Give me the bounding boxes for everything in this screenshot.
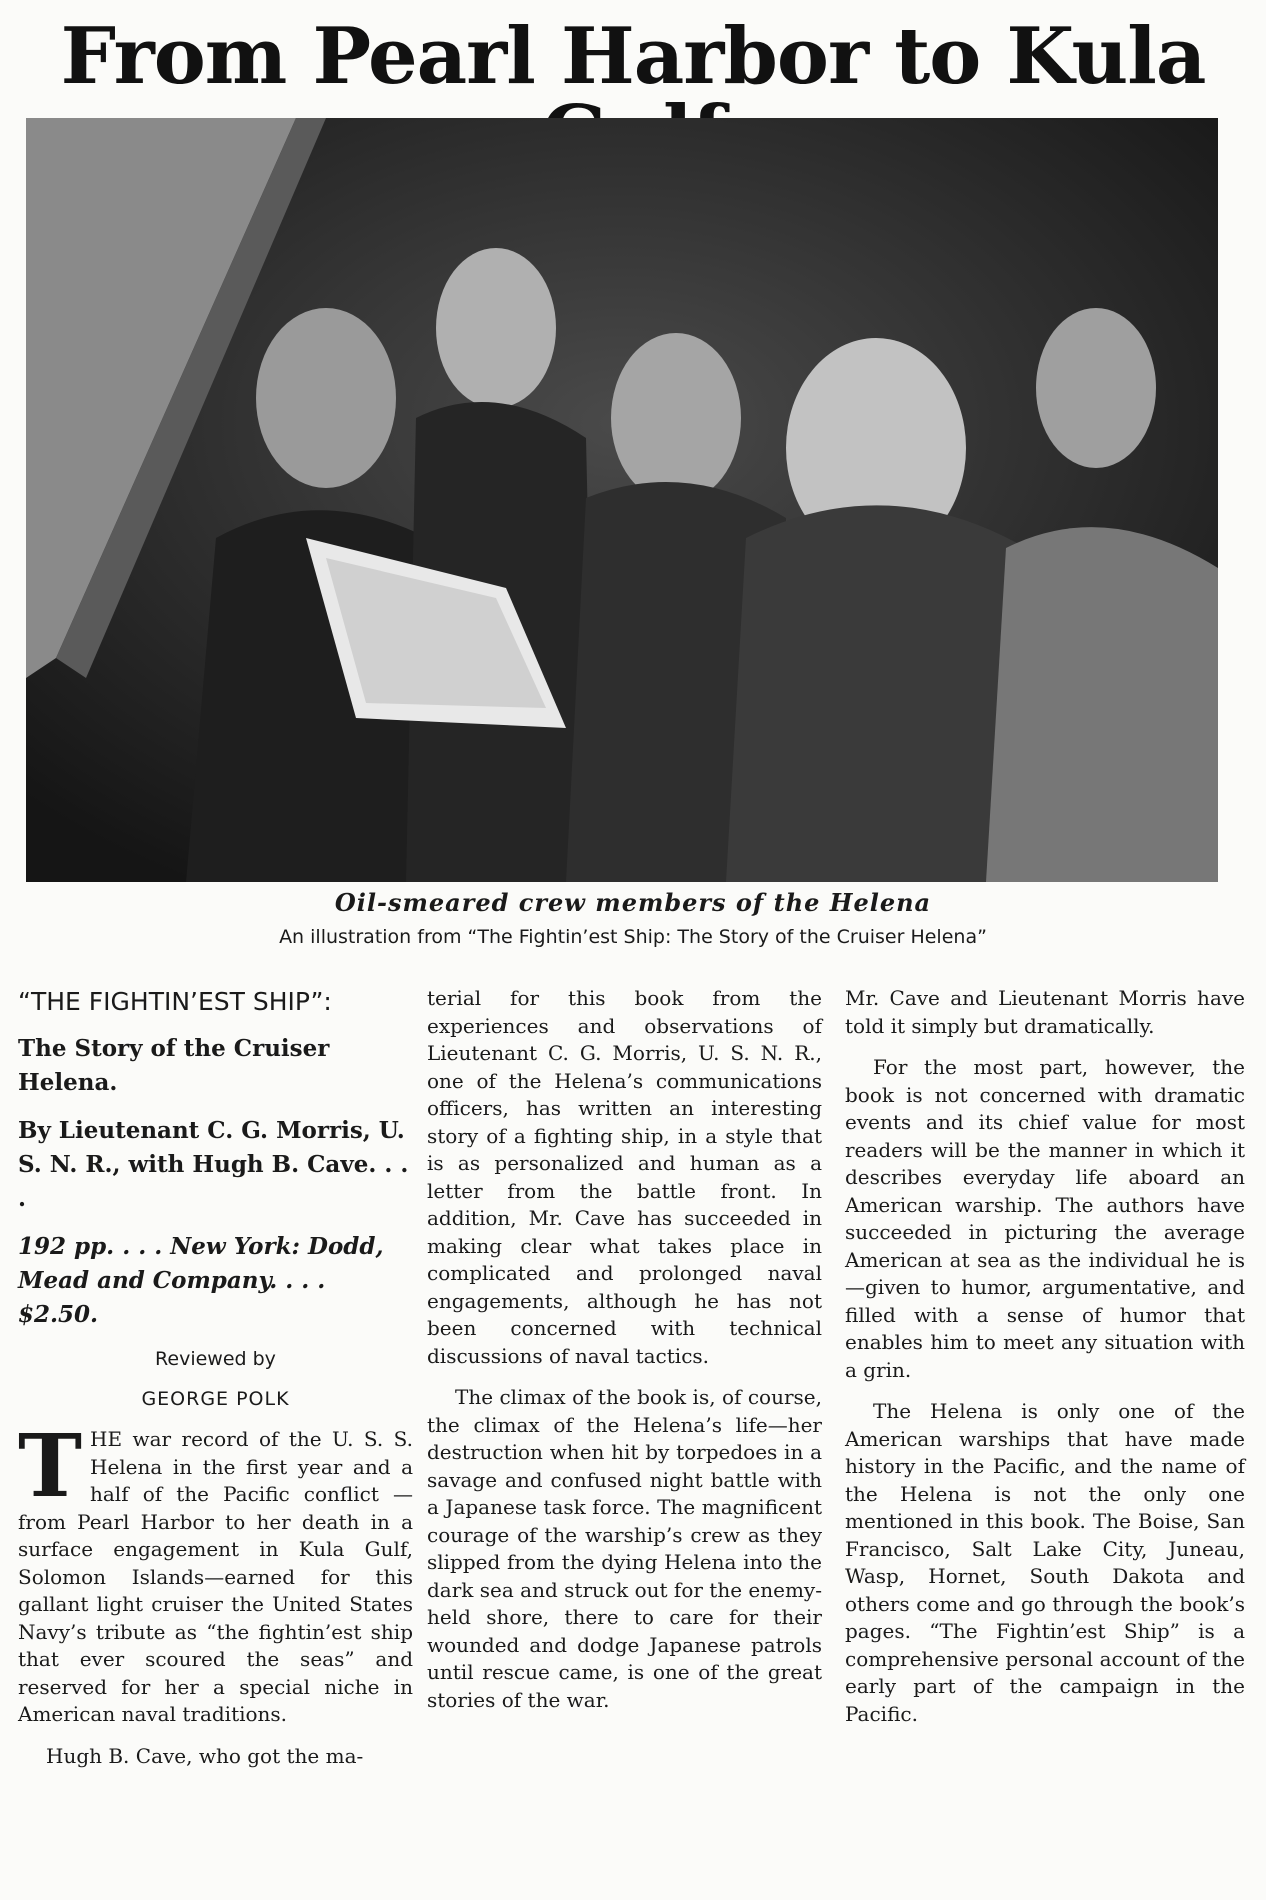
article-paragraph-3: The climax of the book is, of course, the climax of the Helena’s life—her destruction when hit by torpedoes in a savage and confused night battle with a Japanese task force. The magnificent courage of the warship’s crew as they slipped from the dying Helena into the dark sea and struck out for the enemy-held shore, there to care for their wounded and dodge Japanese patrols until rescue came, is one of the great stories of the war. xyxy=(427,1385,822,1712)
headline: From Pearl Harbor to Kula xyxy=(60,11,1206,102)
book-authors: By Lieutenant C. G. Morris, U. S. N. R., with Hugh B. Cave. . . . xyxy=(18,1117,409,1212)
crew-photo xyxy=(26,118,1218,882)
article-paragraph-1 xyxy=(18,1416,413,1729)
book-subtitle: The Story of the Cruiser Helena. xyxy=(18,1035,330,1096)
article-paragraph-4: Mr. Cave and Lieutenant Morris have told it simply but dramatically. xyxy=(845,986,1245,1038)
article-paragraph-2-start: Hugh B. Cave, who got the ma- xyxy=(46,1743,364,1768)
drop-cap: T xyxy=(18,1416,82,1517)
article-paragraph-6: The Helena is only one of the American warships that have made history in the Pacific, and the name of the Helena is not the only one mentioned in this book. The Boise, San Francisco, Salt Lake City, Juneau, Wasp, Hornet, South Dakota and others come and go through the book’s pages. “The Fightin’est Ship” is a comprehensive personal account of the early part of the campaign in the Pacific. xyxy=(845,1399,1245,1726)
article-paragraph-5: For the most part, however, the book is not concerned with dramatic events and its chief value for most readers will be the manner in which it describes everyday life aboard an American warship. The authors have succeeded in picturing the average American at sea as the individual he is—given to humor, argumentative, and filled with a sense of humor that enables him to meet any situation with a grin. xyxy=(845,1055,1245,1382)
photo-credit: An illustration from “The Fightin’est Ship: The Story of the Cruiser Helena” xyxy=(279,926,987,948)
reviewer-name: GEORGE POLK xyxy=(141,1388,290,1410)
book-publication: 192 pp. . . . New York: Dodd, Mead and Company. . . . $2.50. xyxy=(18,1233,384,1328)
column-1 xyxy=(18,985,413,1784)
column-2 xyxy=(427,985,822,1728)
article-paragraph-1-text: HE war record of the U. S. S. Helena in the first year and a half of the Pacific conflict — from Pearl Harbor to her death in a surface engagement in Kula Gulf, Solomon Islands—earned for this gallant light cruiser the United States Navy’s tribute as “the fightin’est ship that ever scoured the seas” and reserved for her a special niche in American naval traditions. xyxy=(18,1427,413,1726)
book-title: “THE FIGHTIN’EST SHIP”: xyxy=(18,987,332,1016)
column-3 xyxy=(845,985,1245,1742)
photo-caption: Oil-smeared crew members of the Helena xyxy=(334,888,932,917)
article-paragraph-2-cont: terial for this book from the experiences and observations of Lieutenant C. G. Morris, U. S. N. R., one of the Helena’s communications officers, has written an interesting story of a fighting ship, in a style that is as personalized and human as a letter from the battle front. In addition, Mr. Cave has succeeded in making clear what takes place in complicated and prolonged naval engagements, although he has not been concerned with technical discussions of naval tactics. xyxy=(427,986,822,1368)
reviewed-by-label: Reviewed by xyxy=(155,1348,276,1370)
crew-photo-illustration xyxy=(26,118,1218,882)
